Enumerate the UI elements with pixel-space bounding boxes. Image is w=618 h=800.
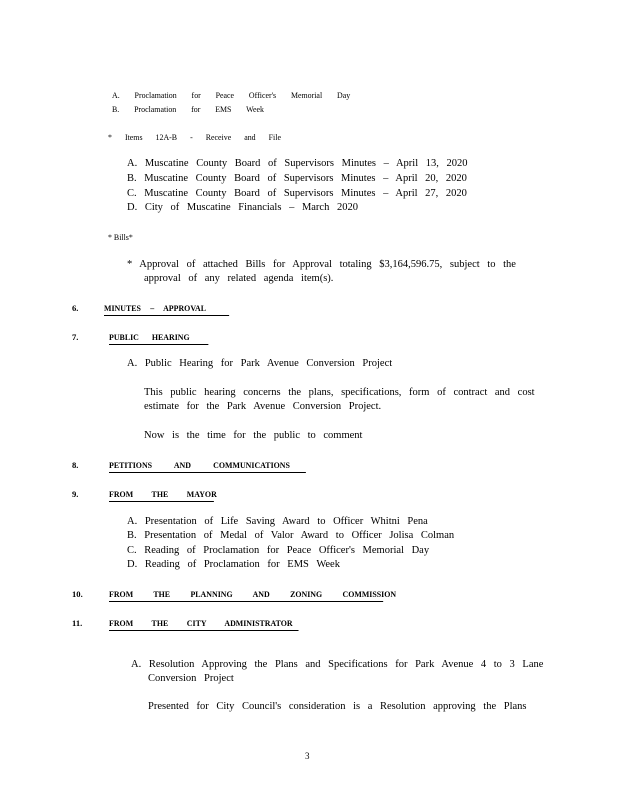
mayor-item-d: D. Reading of Proclamation for EMS Week [127, 559, 340, 570]
public-hearing-desc-line-2: estimate for the Park Avenue Conversion Project. [144, 401, 382, 412]
proclamation-line-a: A. Proclamation for Peace Officer's Memorial Day [112, 90, 351, 100]
bills-heading: * Bills* [108, 232, 133, 242]
public-hearing-comment: Now is the time for the public to comment [144, 430, 363, 441]
mayor-item-a: A. Presentation of Life Saving Award to Officer Whitni Pena [127, 516, 428, 527]
bills-text-line-1: * Approval of attached Bills for Approval totaling $3,164,596.75, subject to the [127, 259, 516, 270]
resolution-line-1: A. Resolution Approving the Plans and Specifications for Park Avenue 4 to 3 Lane [131, 659, 544, 670]
resolution-presented: Presented for City Council's consideration is a Resolution approving the Plans [148, 701, 527, 712]
section-heading-public-hearing: PUBLIC HEARING [109, 331, 208, 345]
section-number-11: 11. [72, 618, 83, 628]
section-number-10: 10. [72, 589, 83, 599]
section-number-6: 6. [72, 303, 79, 313]
public-hearing-item-a: A. Public Hearing for Park Avenue Conversion Project [127, 358, 393, 369]
receive-item-d: D. City of Muscatine Financials – March 2020 [127, 202, 358, 213]
proclamation-line-b: B. Proclamation for EMS Week [112, 104, 264, 114]
receive-item-c: C. Muscatine County Board of Supervisors Minutes – April 27, 2020 [127, 188, 467, 199]
public-hearing-desc-line-1: This public hearing concerns the plans, specifications, form of contract and cost [144, 387, 535, 398]
section-heading-petitions: PETITIONS AND COMMUNICATIONS [109, 459, 306, 473]
section-heading-mayor: FROM THE MAYOR [109, 488, 214, 502]
receive-item-a: A. Muscatine County Board of Supervisors Minutes – April 13, 2020 [127, 158, 468, 169]
section-heading-planning-zoning: FROM THE PLANNING AND ZONING COMMISSION [109, 588, 383, 602]
section-heading-city-administrator: FROM THE CITY ADMINISTRATOR [109, 617, 299, 631]
receive-item-b: B. Muscatine County Board of Supervisors Minutes – April 20, 2020 [127, 173, 467, 184]
bills-text-line-2: approval of any related agenda item(s). [144, 273, 334, 284]
section-number-8: 8. [72, 460, 79, 470]
mayor-item-b: B. Presentation of Medal of Valor Award to Officer Jolisa Colman [127, 530, 455, 541]
page-number: 3 [305, 751, 310, 761]
resolution-line-2: Conversion Project [148, 673, 234, 684]
section-number-9: 9. [72, 489, 79, 499]
section-heading-minutes: MINUTES – APPROVAL [104, 302, 229, 316]
section-number-7: 7. [72, 332, 79, 342]
mayor-item-c: C. Reading of Proclamation for Peace Officer's Memorial Day [127, 545, 430, 556]
receive-file-heading: * Items 12A-B - Receive and File [108, 132, 281, 142]
